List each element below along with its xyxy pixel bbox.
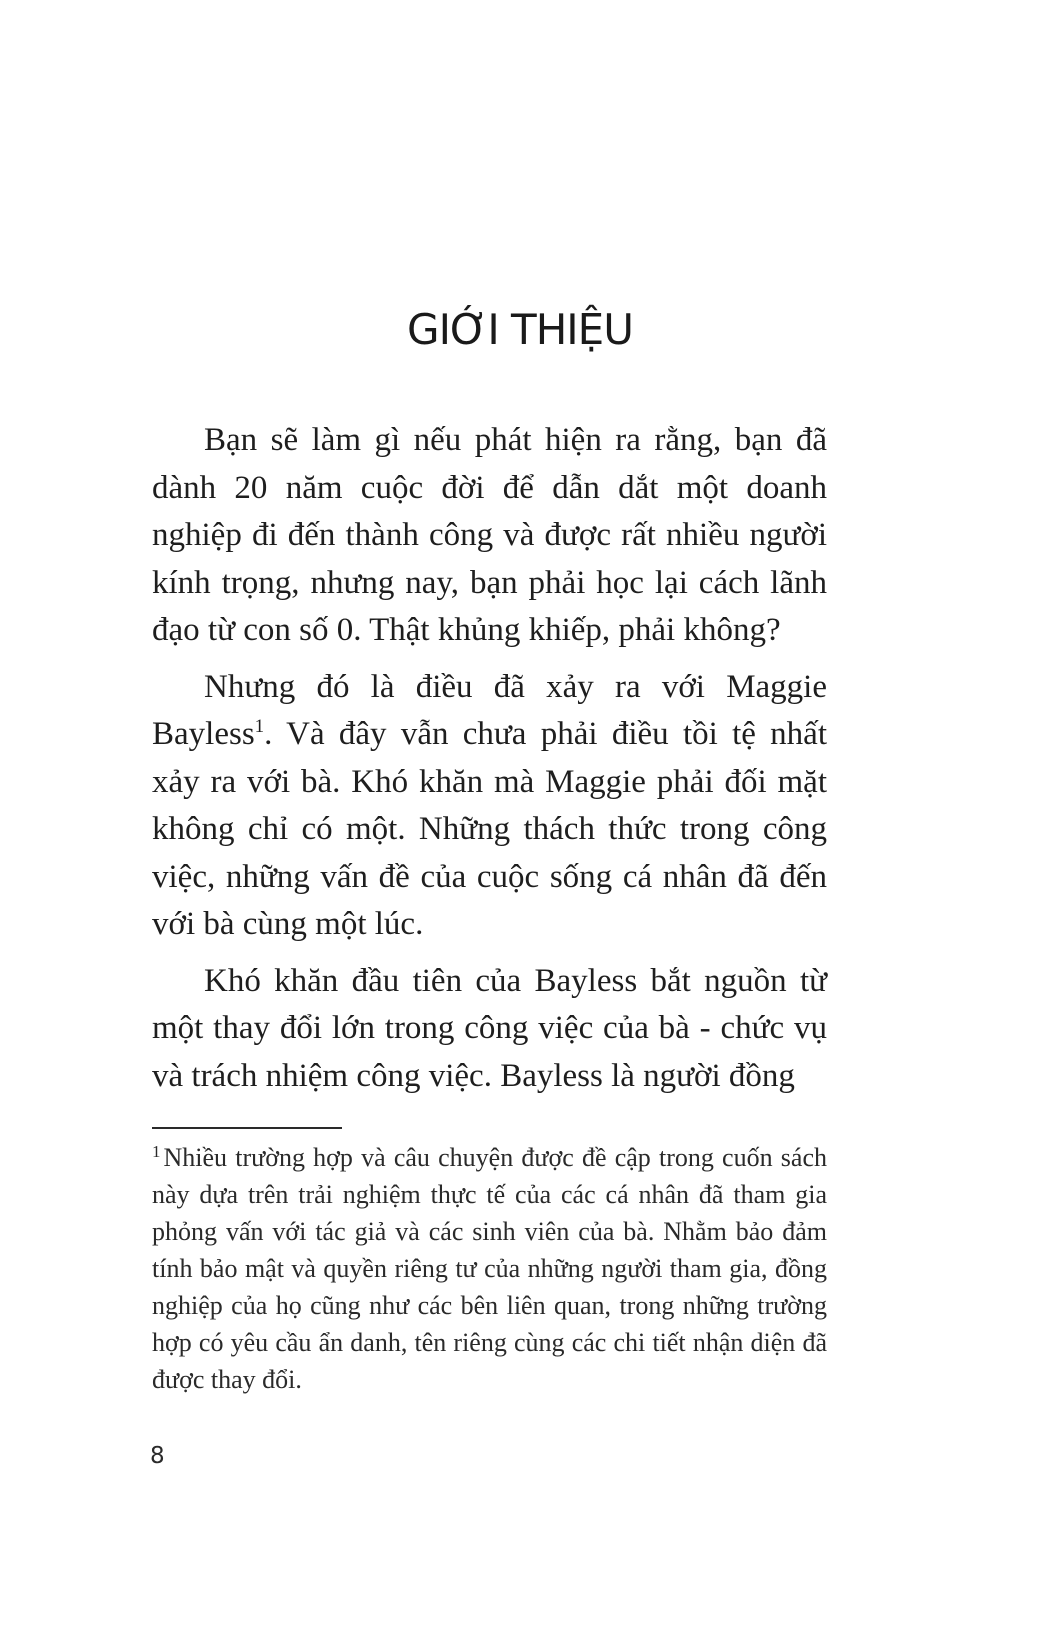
- footnote: [152, 1139, 827, 1398]
- chapter-title: GIỚI THIỆU: [407, 305, 633, 354]
- paragraph-3: [152, 958, 827, 1101]
- paragraph-2: [152, 664, 827, 949]
- footnote-reference[interactable]: 1: [254, 716, 265, 737]
- paragraph-3-text: Khó khăn đầu tiên của Bayless bắt nguồn từ một thay đổi lớn trong công việc của bà - chức vụ và trách nhiệm công việc. Bayless là người đồng: [152, 962, 827, 1094]
- paragraph-2-text-before: Nhưng đó là điều đã xảy ra với Maggie Bayless: [152, 668, 827, 752]
- paragraph-1: [152, 417, 827, 655]
- body-text: [152, 417, 827, 1100]
- footnote-text: Nhiều trường hợp và câu chuyện được đề cập trong cuốn sách này dựa trên trải nghiệm thực tế của các cá nhân đã tham gia phỏng vấn với tác giả và các sinh viên của bà. Nhằm bảo đảm tính bảo mật và quyền riêng tư của những người tham gia, đồng nghiệp của họ cũng như các bên liên quan, trong những trường hợp có yêu cầu ẩn danh, tên riêng cùng các chi tiết nhận diện đã được thay đổi.: [152, 1143, 827, 1394]
- paragraph-1-text: Bạn sẽ làm gì nếu phát hiện ra rằng, bạn đã dành 20 năm cuộc đời để dẫn dắt một doanh nghiệp đi đến thành công và được rất nhiều người kính trọng, nhưng nay, bạn phải học lại cách lãnh đạo từ con số 0. Thật khủng khiếp, phải không?: [152, 422, 827, 648]
- footnote-divider: [152, 1127, 342, 1129]
- footnote-marker: 1: [152, 1142, 161, 1161]
- page-number: 8: [150, 1443, 165, 1469]
- paragraph-2-text-after: . Và đây vẫn chưa phải điều tồi tệ nhất xảy ra với bà. Khó khăn mà Maggie phải đối mặt không chỉ có một. Những thách thức trong công việc, những vấn đề của cuộc sống cá nhân đã đến với bà cùng một lúc.: [152, 716, 827, 942]
